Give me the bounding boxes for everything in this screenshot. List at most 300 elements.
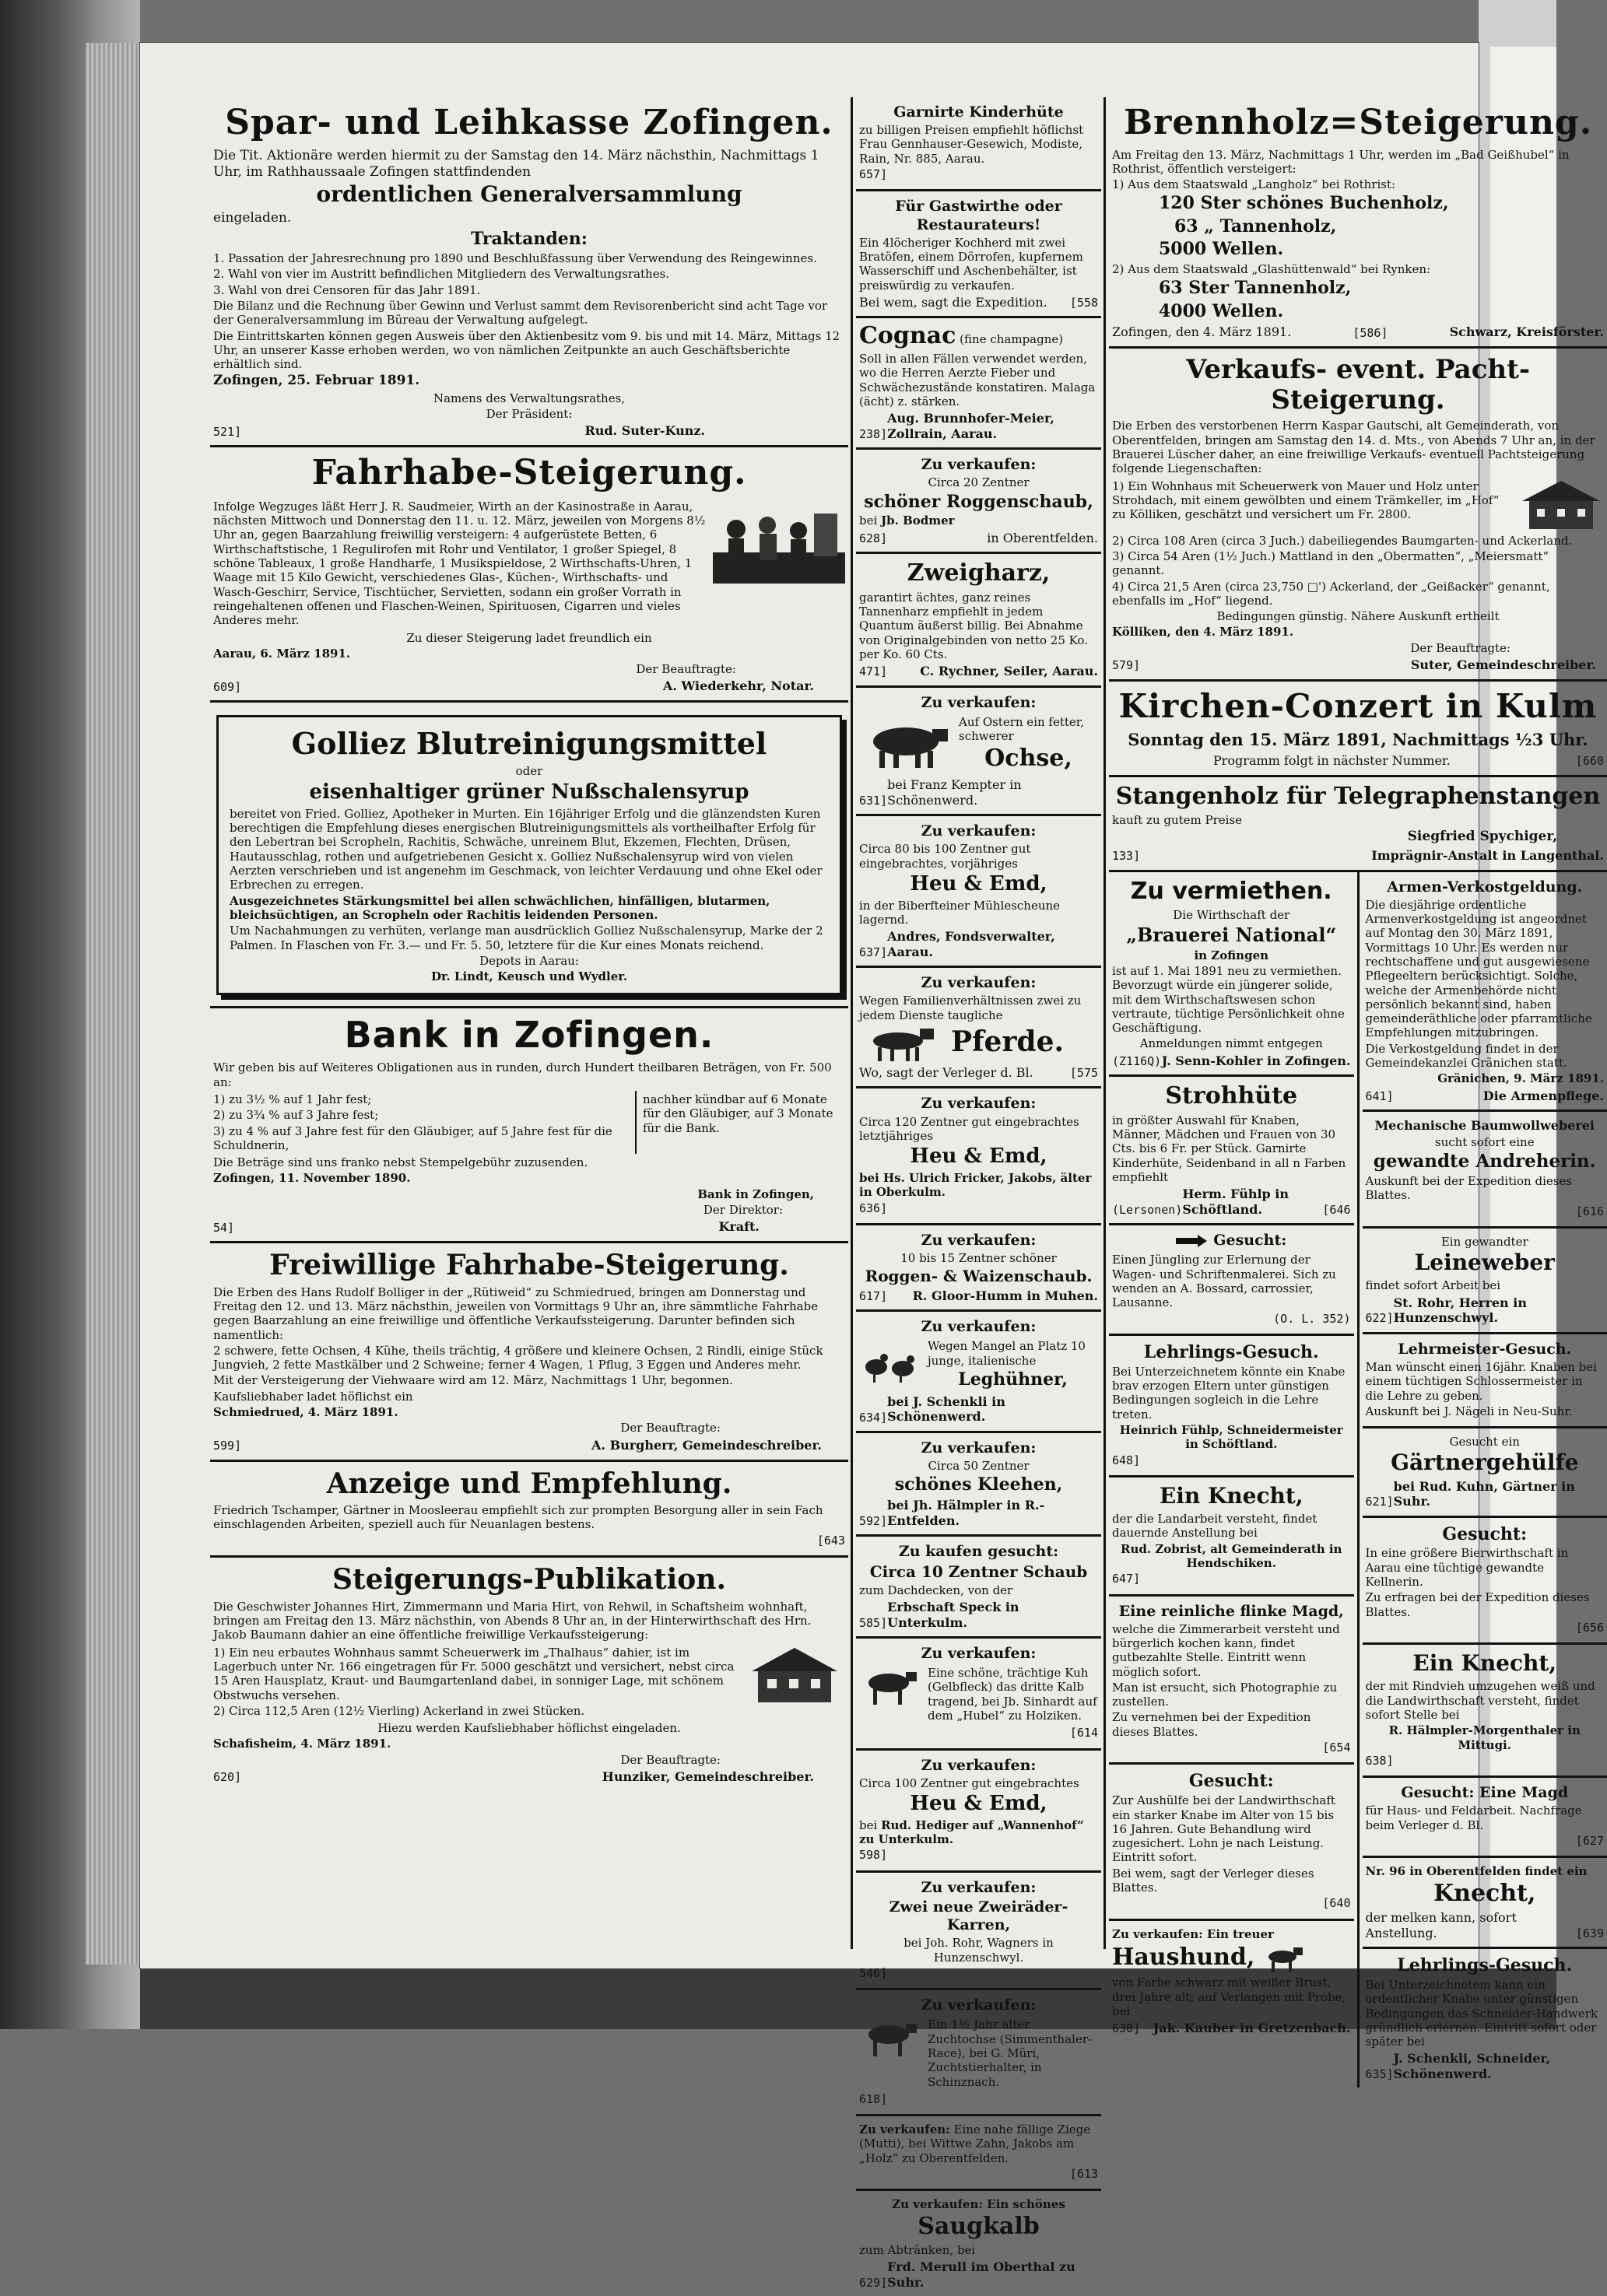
rate-item: 1) zu 3½ % auf 1 Jahr fest; (213, 1092, 635, 1106)
ad-number: [646 (1322, 1203, 1350, 1217)
ad-text: Zu vernehmen bei der Expedition dieses Blattes. (1112, 1710, 1351, 1739)
ad-kellnerin (1363, 1518, 1607, 1646)
ad-title: Zu verkaufen: (859, 694, 1098, 712)
ad-brennholz (1109, 97, 1607, 349)
cow-icon (859, 1664, 921, 1707)
ad-schaub (856, 1537, 1101, 1639)
ad-signature: bei Joh. Rohr, Wagners in Hunzenschwyl. (859, 1936, 1098, 1965)
ad-fahrhabe (210, 447, 848, 703)
ad-title: Zu verkaufen: (859, 1757, 1098, 1775)
ad-magd-1 (1109, 1597, 1354, 1765)
ad-text: Zu dieser Steigerung ladet freundlich ein (213, 631, 845, 645)
ad-publikation (210, 1558, 848, 1791)
ad-text: Circa 120 Zentner gut eingebrachtes letztjähriges (859, 1115, 1098, 1144)
ad-signature: St. Rohr, Herren in Hunzenschwyl. (1394, 1295, 1604, 1326)
ad-signature: A. Wiederkehr, Notar. (663, 678, 814, 694)
ad-text: in größter Auswahl für Knaben, Männer, Mädchen und Frauen von 30 Cts. bis 6 Fr. per Stück. Garnirte Kinderhüte, Seidenband in all n Farben empfiehlt (1112, 1113, 1351, 1184)
ad-date: Zofingen, 11. November 1890. (213, 1171, 845, 1185)
page-stack-edge (86, 43, 140, 1965)
ad-title: Fahrhabe-Steigerung. (213, 454, 845, 493)
ad-title: Ein gewandter (1366, 1235, 1605, 1249)
ad-text: garantirt ächtes, ganz reines Tannenharz empfiehlt in jedem Quantum äußerst billig. Bei Abnahme von Originalgebinden von netto 25 Ko. per Ko. 60 Cts. (859, 591, 1098, 661)
ad-text: Die Erben des Hans Rudolf Bolliger in der „Rütiweid“ zu Schmiedrued, bringen am Donnerstag und Freitag den 12. und 13. März nächsthin, jeweilen von Vormittags 9 Uhr an, ihre sämmtliche Fahrhabe gegen Baarzahlung an eine freiwillige und öffentliche Verkaufssteigerung. Darunter befinden sich namentlich: (213, 1285, 845, 1342)
ad-text: Am Freitag den 13. März, Nachmittags 1 Uhr, werden im „Bad Geißhubel“ in Rothrist, öffentlich versteigert: (1112, 148, 1604, 177)
ad-date: Kölliken, den 4. März 1891. (1112, 625, 1604, 639)
ad-number: 592] (859, 1514, 887, 1528)
ad-headline: Heu & Emd, (859, 1792, 1098, 1817)
ad-text: Die diesjährige ordentliche Armenverkostgeldung ist angeordnet auf Montag den 30. März 1891, Vormittags 10 Uhr. Es werden nur rechtschaffene und gut ausgewiesene Pflegeeltern berücksichtigt. Solche, welche der Armenbehörde nicht persönlich bekannt sind, haben gemeinderäthliche oder pfarramtliche Empfehlungen mitzubringen. (1366, 898, 1605, 1040)
ad-vermiethen (1109, 872, 1354, 1078)
ad-signature: Aug. Brunnhofer-Meier, Zollrain, Aarau. (887, 411, 1098, 441)
ad-title: Gesucht ein (1366, 1435, 1605, 1449)
ad-title: Zu verkaufen: (859, 1645, 1098, 1663)
ad-knecht-3 (1363, 1858, 1607, 1949)
ad-headline: gewandte Andreherin. (1366, 1151, 1605, 1173)
ad-headline: Leghühner, (928, 1369, 1098, 1390)
ad-signature: bei Rud. Kuhn, Gärtner in Suhr. (1394, 1479, 1604, 1509)
ad-code: (O. L. 352) (1112, 1312, 1351, 1326)
ad-text: Wegen Familienverhältnissen zwei zu jedem Dienste taugliche (859, 994, 1098, 1022)
ad-signature: Herm. Fühlp in Schöftland. (1182, 1187, 1322, 1217)
ad-headline: schönes Kleehen, (859, 1474, 1098, 1495)
ad-signature: J. Schenkli, Schneider, Schönenwerd. (1394, 2051, 1604, 2081)
ad-signature: J. Senn-Kohler in Zofingen. (1162, 1053, 1351, 1069)
ad-number: 599] (213, 1439, 241, 1453)
ad-text: Die Bilanz und die Rechnung über Gewinn und Verlust sammt dem Revisorenbericht sind acht Tage vor der Generalversammlung im Büreau der Verwaltung aufgelegt. (213, 299, 845, 328)
ad-saugkalb (856, 2191, 1101, 2296)
ad-text: welche die Zimmerarbeit versteht und bürgerlich kochen kann, findet gutbezahlte Stelle. Eintritt wenn möglich sofort. (1112, 1622, 1351, 1679)
ad-title: Lehrlings-Gesuch. (1112, 1342, 1351, 1363)
ad-text: ist auf 1. Mai 1891 neu zu vermiethen. Bevorzugt würde ein jüngerer solide, mit dem Wirthschaftswesen schon vertraute, tüchtige Persönlichkeit ohne Geschäftigung. (1112, 964, 1351, 1035)
ad-magd-2 (1363, 1778, 1607, 1858)
ad-text: Einen Jüngling zur Erlernung der Wagen- und Schriftenmalerei. Sich zu wenden an A. Bossard, carrossier, Lausanne. (1112, 1253, 1351, 1309)
ad-text: der melken kann, sofort Anstellung. (1366, 1910, 1576, 1940)
ad-headline: Roggen- & Waizenschaub. (859, 1267, 1098, 1285)
ad-text: für Haus- und Feldarbeit. Nachfrage beim Verleger d. Bl. (1366, 1803, 1605, 1832)
ad-freiwillige (210, 1243, 848, 1461)
ad-text: Die Beträge sind uns franko nebst Stempelgebühr zuzusenden. (213, 1155, 845, 1169)
ad-text: Auskunft bei der Expedition dieses Blattes. (1366, 1174, 1605, 1203)
ad-text: Soll in allen Fällen verwendet werden, wo die Herren Aerzte Fieber und Schwächezustände konstatiren. Malaga (ächt) z. stärken. (859, 352, 1098, 408)
ad-date: Zofingen, den 4. März 1891. (1112, 324, 1291, 340)
ad-signed-for: Namens des Verwaltungsrathes, (213, 391, 845, 405)
ad-title: Zu verkaufen: (859, 1996, 1098, 2014)
ad-signature: bei J. Schenkli in Schönenwerd. (887, 1394, 1098, 1425)
ad-text: Bei Unterzeichnetem kann ein ordentlicher Knabe unter günstigen Bedingungen das Schneider-Handwerk gründlich erlernen. Eintritt sofort oder später bei (1366, 1978, 1605, 2049)
ad-role: Der Beauftragte: (213, 1753, 721, 1767)
ad-text: 2) Aus dem Staatswald „Glashüttenwald“ bei Rynken: (1112, 262, 1604, 276)
ad-text: Circa 100 Zentner gut eingebrachtes (859, 1776, 1098, 1790)
ad-signature: Erbschaft Speck in Unterkulm. (887, 1600, 1098, 1630)
ad-kinderhuete (856, 97, 1101, 191)
ad-text: sucht sofort eine (1366, 1135, 1605, 1149)
ad-number: 471] (859, 664, 887, 678)
ad-title: Zweigharz, (859, 560, 1098, 587)
ad-text: 10 bis 15 Zentner schöner (859, 1251, 1098, 1265)
ad-signature: Kraft. (718, 1219, 760, 1235)
ad-title: Freiwillige Fahrhabe-Steigerung. (213, 1250, 845, 1281)
ad-text: bei (859, 1818, 877, 1832)
ad-text: zu billigen Preisen empfiehlt höflichst Frau Gennhauser-Gesewich, Modiste, Rain, Nr. 885, Aarau. (859, 123, 1098, 166)
ad-title: Stangenholz für Telegraphenstangen (1112, 783, 1604, 811)
ad-headline: Heu & Emd, (859, 1144, 1098, 1169)
ad-signature: Rud. Hediger auf „Wannenhof“ zu Unterkulm. (859, 1818, 1084, 1846)
ad-gaertner (1363, 1428, 1607, 1518)
ad-headline: Heu & Emd, (859, 872, 1098, 897)
chickens-icon (859, 1345, 921, 1384)
ad-lehrling-2 (1363, 1949, 1607, 2087)
ad-number: 657] (859, 167, 1098, 181)
ad-strohhuete (1109, 1077, 1354, 1225)
rate-item: 2) zu 3¾ % auf 3 Jahre fest; (213, 1108, 635, 1122)
ad-armen (1363, 872, 1607, 1113)
column-2 (856, 97, 1101, 1949)
ad-ziege (856, 2116, 1101, 2191)
ad-number: 620] (213, 1770, 241, 1785)
ad-number: [586] (1353, 326, 1388, 341)
rate-item: 3) zu 4 % auf 3 Jahre fest für den Gläubiger, auf 5 Jahre fest für die Schuldnerin, (213, 1124, 635, 1153)
ad-title: Ein Knecht, (1112, 1484, 1351, 1509)
ad-number: [627 (1366, 1834, 1605, 1848)
ad-stangenholz (1109, 777, 1607, 872)
ad-subtitle: Sonntag den 15. März 1891, Nachmittags ½3 Uhr. (1112, 730, 1604, 750)
ad-haushund (1109, 1921, 1354, 2042)
ad-number: [614 (859, 1726, 1098, 1740)
ad-text: Bei Unterzeichnetem könnte ein Knabe brav erzogen Eltern unter günstigen Bedingungen sogleich in die Lehre treten. (1112, 1365, 1351, 1421)
ad-role: Der Beauftragte: (1112, 641, 1511, 655)
ad-title: Zu verkaufen: (859, 974, 1098, 992)
ad-number: 617] (859, 1289, 887, 1303)
ad-text: 1) Aus dem Staatswald „Langholz“ bei Rothrist: (1112, 177, 1604, 191)
ad-text: bei (859, 514, 877, 528)
agenda-item: 3. Wahl von drei Censoren für das Jahr 1891. (213, 283, 845, 297)
lot-line: 4000 Wellen. (1159, 301, 1604, 323)
ad-verkaufs (1109, 349, 1607, 682)
ad-number: [654 (1112, 1740, 1351, 1754)
ad-number: 636] (859, 1201, 1098, 1215)
ad-signature: Schwarz, Kreisförster. (1450, 324, 1604, 340)
golliez-box (216, 715, 842, 995)
ad-roggen-waizen (856, 1225, 1101, 1312)
ad-text: Die Geschwister Johannes Hirt, Zimmermann und Maria Hirt, von Rehwil, in Schaftsheim wohnhaft, bringen am Freitag den 13. März nächsthin, von Abends 8 Uhr an, in der Hinterwirthschaft des Hrn. Jakob Baumann dahier an eine öffentliche freiwillige Verkaufssteigerung: (213, 1600, 845, 1642)
ad-number: [640 (1112, 1896, 1351, 1910)
ad-number: [643 (213, 1534, 845, 1548)
ad-title: Zu verkaufen: Ein treuer (1112, 1927, 1351, 1941)
ad-title: Golliez Blutreinigungsmittel (230, 727, 829, 761)
ad-signature: Jb. Bodmer (881, 514, 955, 528)
ad-number: 238] (859, 427, 887, 441)
ad-number: [639 (1576, 1926, 1604, 1940)
ad-firm: Bank in Zofingen, (213, 1187, 814, 1201)
ad-qualifier: (fine champagne) (960, 332, 1063, 346)
ad-title: Für Gastwirthe oder Restaurateurs! (859, 198, 1098, 233)
ad-number: [613 (859, 2167, 1098, 2181)
ad-text: Wegen Mangel an Platz 10 junge, italienische (928, 1339, 1098, 1368)
ad-role: Der Präsident: (213, 407, 845, 421)
agenda-item: 2. Wahl von vier im Austritt befindlichen Mitgliedern des Verwaltungsrathes. (213, 267, 845, 281)
ad-text: der mit Rindvieh umzugehen weiß und die Landwirthschaft versteht, findet sofort Stelle bei (1366, 1679, 1605, 1722)
ad-text: Die Tit. Aktionäre werden hiermit zu der Samstag den 14. März nächsthin, Nachmittags 1 Uhr, im Rathhaussaale Zofingen stattfindenden (213, 148, 845, 181)
ad-text: von Farbe schwarz mit weißer Brust, drei Jahre alt; auf Verlangen mit Probe, bei (1112, 1975, 1351, 2018)
subcolumn-left (1109, 872, 1360, 2088)
ad-karren (856, 1873, 1101, 1990)
column-3 (1109, 97, 1607, 1949)
ad-title: Nr. 96 in Oberentfelden findet ein (1366, 1864, 1605, 1878)
ad-signature: Hunziker, Gemeindeschreiber. (602, 1769, 814, 1785)
ad-title: Gesucht: Eine Magd (1366, 1784, 1605, 1802)
ad-text: Bedingungen günstig. Nähere Auskunft ertheilt (1112, 609, 1604, 623)
ad-text: 2 schwere, fette Ochsen, 4 Kühe, theils trächtig, 4 größere und kleinere Ochsen, 2 Rindli, einige Stück Jungvieh, 2 fette Mastkälber und 2 Schweine; ferner 4 Wagen, 1 Pflug, 3 Eggen und Anderes mehr. (213, 1344, 845, 1372)
ad-title: Zu verkaufen: (859, 456, 1098, 474)
ad-where: Bei wem, sagt die Expedition. (859, 295, 1047, 310)
ad-signature: bei Hs. Ulrich Fricker, Jakobs, älter in Oberkulm. (859, 1171, 1098, 1200)
ad-title: Armen-Verkostgeldung. (1366, 878, 1605, 896)
ad-text: Hiezu werden Kaufsliebhaber höflichst eingeladen. (213, 1721, 845, 1735)
ad-text: Man ist ersucht, sich Photographie zu zustellen. (1112, 1681, 1351, 1709)
ad-number: 648] (1112, 1453, 1351, 1467)
ad-title: Lehrlings-Gesuch. (1366, 1955, 1605, 1976)
ad-leineweber (1363, 1229, 1607, 1334)
ad-lehrling (1109, 1336, 1354, 1478)
ad-text: Auf Ostern ein fetter, schwerer (959, 715, 1098, 744)
ad-text: Die Eintrittskarten können gegen Ausweis über den Aktienbesitz vom 9. bis und mit 14. März, Mittags 12 Uhr, an unserer Kasse erhoben werden, wo von nämlichen Zeitpunkte an auch Geschäftsberichte erhältlich sind. (213, 329, 845, 372)
ad-number: [660 (1576, 754, 1604, 769)
property-item: 1) Ein Wohnhaus mit Scheuerwerk von Mauer und Holz unter Strohdach, mit einem gewölbten und einem Trämkeller, im „Hof“ zu Kölliken, geschätzt und versichert um Fr. 2800. (1112, 479, 1512, 522)
ad-headline: Pferde. (951, 1026, 1064, 1058)
ad-headline: „Brauerei National“ (1112, 924, 1351, 946)
ad-title: Cognac (859, 322, 956, 349)
ad-text: Wir geben bis auf Weiteres Obligationen aus in runden, durch Hundert theilbaren Beträgen, von Fr. 500 an: (213, 1060, 845, 1089)
ad-signature: Suter, Gemeindeschreiber. (1411, 657, 1596, 673)
ad-text: Zur Aushülfe bei der Landwirthschaft ein starker Knabe im Alter von 15 bis 16 Jahren. Gute Behandlung wird zugesichert. Lohn je nach Leistung. Eintritt sofort. (1112, 1793, 1351, 1864)
ad-text: eingeladen. (213, 210, 845, 226)
ad-text: Zu erfragen bei der Expedition dieses Blattes. (1366, 1590, 1605, 1619)
lot-line: 63 Ster Tannenholz, (1159, 278, 1604, 300)
ad-signature: R. Gloor-Humm in Muhen. (913, 1288, 1098, 1304)
ad-number: 133] (1112, 849, 1140, 864)
ad-text: Circa 20 Zentner (859, 475, 1098, 489)
ad-text: Um Nachahmungen zu verhüten, verlange man ausdrücklich Golliez Nußschalensyrup, Marke der 2 Palmen. In Flaschen von Fr. 3.— und Fr. 5. 50, letztere für die Kur eines Monats reichend. (230, 924, 829, 952)
ad-kuh (856, 1639, 1101, 1751)
ad-kochherd (856, 191, 1101, 318)
ad-number: 598] (859, 1848, 1098, 1862)
ad-text: Anmeldungen nimmt entgegen (1112, 1036, 1351, 1050)
ad-role: Der Beauftragte: (213, 1421, 721, 1435)
lot-line: 5000 Wellen. (1159, 239, 1604, 261)
ad-title: Steigerungs-Publikation. (213, 1564, 845, 1596)
ad-signature: Frd. Merull im Oberthal zu Suhr. (887, 2259, 1098, 2290)
ad-number: [575 (1070, 1066, 1098, 1080)
ad-title: Lehrmeister-Gesuch. (1366, 1341, 1605, 1358)
ad-place: in Zofingen (1112, 948, 1351, 962)
ad-title: Brennholz=Steigerung. (1112, 103, 1604, 143)
ad-andreherin (1363, 1112, 1607, 1229)
ad-number: 637] (859, 945, 887, 959)
ad-konzert (1109, 682, 1607, 777)
ad-title: Zu verkaufen: (859, 1879, 1098, 1897)
ad-date: Aarau, 6. März 1891. (213, 647, 845, 661)
ad-heu-3 (856, 1751, 1101, 1873)
ad-signature: Jak. Kauber in Gretzenbach. (1153, 2021, 1351, 2036)
ad-leghuehner (856, 1312, 1101, 1433)
ad-golliez (210, 703, 848, 1008)
ad-headline: Leineweber (1366, 1250, 1605, 1275)
ad-kleehen (856, 1433, 1101, 1537)
ad-headline: Zwei neue Zweiräder-Karren, (859, 1898, 1098, 1934)
ad-date: Schmiedrued, 4. März 1891. (213, 1405, 845, 1419)
column-1 (210, 97, 848, 1949)
ad-signature: C. Rychner, Seiler, Aarau. (920, 664, 1098, 679)
ad-text: Man wünscht einen 16jähr. Knaben bei einem tüchtigen Schlossermeister in die Lehre zu geben. (1366, 1360, 1605, 1403)
ad-knecht-1 (1109, 1478, 1354, 1597)
ad-headline: Haushund, (1112, 1944, 1254, 1972)
ad-signature: Rud. Suter-Kunz. (584, 423, 705, 439)
column-rule (851, 97, 853, 1949)
ad-title: Gesucht: (1112, 1771, 1351, 1792)
house-icon (744, 1644, 845, 1706)
ad-title: Gesucht: (1213, 1232, 1286, 1250)
ad-number: [616 (1366, 1204, 1605, 1218)
ad-title: Zu verkaufen: (859, 1439, 1098, 1457)
ad-heu-2 (856, 1088, 1101, 1225)
ad-date: Schafisheim, 4. März 1891. (213, 1737, 845, 1751)
ad-title: Zu verkaufen: (859, 822, 1098, 840)
ad-number: 622] (1366, 1311, 1394, 1325)
ad-title: Anzeige und Empfehlung. (213, 1468, 845, 1500)
ad-bank (210, 1008, 848, 1243)
ad-subtitle: eisenhaltiger grüner Nußschalensyrup (230, 780, 829, 805)
ad-text: kauft zu gutem Preise (1112, 813, 1604, 827)
property-item: 2) Circa 112,5 Aren (12½ Vierling) Ackerland in zwei Stücken. (213, 1704, 738, 1718)
ad-text: Circa 80 bis 100 Zentner gut eingebrachtes, vorjähriges (859, 842, 1098, 871)
subcolumn-right (1360, 872, 1607, 2088)
ad-title: Zu verkaufen: (859, 1095, 1098, 1113)
ad-signature: Die Armenpflege. (1483, 1088, 1604, 1104)
ad-text: Ausgezeichnetes Stärkungsmittel bei allen schwächlichen, hinfälligen, blutarmen, bleichsüchtigen, an Scropheln oder Rachitis leidenden Personen. (230, 894, 829, 923)
ad-number: 647] (1112, 1572, 1351, 1586)
ad-title: Kirchen-Conzert in Kulm (1112, 688, 1604, 725)
ad-text: Eine schöne, trächtige Kuh (Gelbfleck) das dritte Kalb tragend, bei Jb. Sinhardt auf dem „Hubel“ zu Holziken. (928, 1666, 1098, 1723)
lot-line: 120 Ster schönes Buchenholz, (1159, 193, 1604, 215)
ox-icon (859, 717, 953, 771)
ad-number: [558 (1070, 296, 1098, 310)
ad-number: 628] (859, 531, 887, 545)
ad-text: findet sofort Arbeit bei (1366, 1278, 1605, 1292)
ad-text: Auskunft bei J. Nägeli in Neu-Suhr. (1366, 1404, 1605, 1418)
ad-number: 638] (1366, 1754, 1605, 1768)
ad-headline: Ochse, (959, 745, 1098, 773)
dog-icon (1261, 1943, 1307, 1974)
newspaper-page (140, 43, 1479, 1968)
ad-signature: bei Jh. Hälmpler in R.-Entfelden. (887, 1498, 1098, 1528)
ad-ochse (856, 688, 1101, 816)
ad-title: Bank in Zofingen. (213, 1015, 845, 1056)
ad-text: Die Verkostgeldung findet in der Gemeindekanzlei Gränichen statt. (1366, 1042, 1605, 1071)
pointing-hand-icon (1176, 1235, 1207, 1247)
ad-title: Eine reinliche flinke Magd, (1112, 1603, 1351, 1621)
ad-text: Infolge Wegzuges läßt Herr J. R. Saudmeier, Wirth an der Kasinostraße in Aarau, nächsten Mittwoch und Donnerstag den 11. u. 12. März, jeweilen von Morgens 8½ Uhr an, gegen Baarzahlung freiwillig versteigern: 4 aufgerüstete Betten, 6 Wirthschaftstische, 1 Regulirofen mit Rohr und Ventilator, 1 großer Spiegel, 8 schöne Tableaux, 1 große Handharfe, 1 Musikspieldose, 2 Wirthschafts-Uhren, 1 Waage mit 15 Kilo Gewicht, verschiedenes Glas-, Küchen-, Wirthschafts- und Wasch-Geschirr, Service, Tischtücher, Servietten, sodann ein großer Vorrath in reingehaltenen offenen und Flaschen-Weinen, Spirituosen, Cigarren und vieles Anderes mehr. (213, 500, 707, 628)
ad-zuchtochse (856, 1990, 1101, 2116)
ad-number: 630] (1112, 2021, 1140, 2035)
ad-signature: bei Franz Kempter in Schönenwerd. (887, 777, 1098, 808)
ad-where: Bei wem, sagt der Verleger dieses Blattes. (1112, 1867, 1351, 1895)
ad-date: Gränichen, 9. März 1891. (1366, 1071, 1605, 1085)
ad-number: 631] (859, 794, 887, 808)
ad-headline: Knecht, (1366, 1881, 1605, 1908)
ad-title: Zu vermiethen. (1112, 878, 1351, 906)
ad-text: In eine größere Bierwirthschaft in Aarau eine tüchtige gewandte Kellnerin. (1366, 1546, 1605, 1589)
ad-title: Zu verkaufen: (859, 2122, 950, 2137)
ad-juengling (1109, 1225, 1354, 1336)
column-rule (1103, 97, 1106, 1949)
ad-number: 579] (1112, 658, 1140, 673)
ad-text: bereitet von Fried. Golliez, Apotheker in Murten. Ein 16jähriger Erfolg und die glänzendsten Kuren berechtigen die Empfehlung dieses energischen Blutreinigungsmittels als vortheilhafter Erfolg für den Lebertran bei Scropheln, Rachitis, Schwäche, unreinem Blut, Ekzemen, Flechten, Drüsen, Hautausschlag, rothen und aufgetriebenen Gesicht x. Golliez Nußschalensyrup wird von vielen Aerzten verschrieben und ist angenehm im Geschmack, von leichter Verdauung und ohne Ekel oder Erbrechen zu erregen. (230, 807, 829, 892)
ad-text: Kaufsliebhaber ladet höflichst ein (213, 1390, 845, 1404)
ad-role: Der Direktor: (213, 1203, 783, 1217)
ad-text: zum Dachdecken, von der (859, 1583, 1098, 1597)
ad-heu-1 (856, 816, 1101, 968)
ad-text: Eine nahe fällige Ziege (Mutti), bei Wittwe Zahn, Jakobs am „Holz“ zu Oberentfelden. (859, 2122, 1090, 2165)
ad-headline: schöner Roggenschaub, (859, 492, 1098, 513)
ad-signature: Siegfried Spychiger, (1112, 829, 1557, 845)
ad-title: Zu verkaufen: (859, 1232, 1098, 1250)
ad-number: 585] (859, 1616, 887, 1630)
ad-cognac (856, 318, 1101, 450)
ad-text: Circa 50 Zentner (859, 1459, 1098, 1473)
ad-place: Imprägnir-Anstalt in Langenthal. (1371, 848, 1604, 864)
ad-number: 521] (213, 425, 241, 440)
property-item: 4) Circa 21,5 Aren (circa 23,750 □') Ackerland, der „Geißacker“ genannt, ebenfalls im „Hof“ liegend. (1112, 580, 1604, 608)
ad-title: Zu verkaufen: (859, 1318, 1098, 1336)
ad-number: 618] (859, 2092, 1098, 2106)
ad-number: 629] (859, 2276, 887, 2290)
ad-role: Der Beauftragte: (213, 662, 736, 676)
ad-date: Zofingen, 25. Februar 1891. (213, 373, 845, 389)
ad-text: in der Biberfteiner Mühlescheune lagernd. (859, 899, 1098, 927)
ad-knecht-2 (1363, 1645, 1607, 1778)
ad-number: 546] (859, 1966, 1098, 1980)
ad-number: 609] (213, 680, 241, 695)
ad-headline: Saugkalb (859, 2214, 1098, 2241)
ad-title: Mechanische Baumwollweberei (1366, 1118, 1605, 1134)
ad-number: 54] (213, 1221, 234, 1236)
horses-icon (859, 1024, 945, 1063)
ad-title: Strohhüte (1112, 1083, 1351, 1110)
ad-gesucht-knabe (1109, 1765, 1354, 1920)
ad-title: Zu verkaufen: Ein schönes (859, 2197, 1098, 2211)
ad-title: Zu kaufen gesucht: (859, 1543, 1098, 1561)
ad-headline: Gärtnergehülfe (1366, 1450, 1605, 1475)
ad-signature: Andres, Fondsverwalter, Aarau. (887, 929, 1098, 959)
ad-title: Spar- und Leihkasse Zofingen. (213, 103, 845, 143)
ad-code: (Z116Q) (1112, 1054, 1161, 1068)
ad-signature: Heinrich Fühlp, Schneidermeister in Schöftland. (1112, 1423, 1351, 1452)
ad-text: Die Wirthschaft der (1112, 908, 1351, 922)
property-item: 3) Circa 54 Aren (1½ Juch.) Mattland in den „Obermatten“, „Meiersmatt“ genannt. (1112, 549, 1604, 578)
auction-scene-icon (713, 498, 845, 584)
ad-where: Wo, sagt der Verleger d. Bl. (859, 1065, 1033, 1081)
ad-number: 635] (1366, 2067, 1394, 2081)
ad-zweigharz (856, 554, 1101, 688)
ad-number: [656 (1366, 1621, 1605, 1635)
ad-text: nachher kündbar auf 6 Monate für den Gläubiger, auf 3 Monate für die Bank. (643, 1092, 845, 1135)
ad-pferde (856, 968, 1101, 1088)
ad-text: Mit der Versteigerung der Viehwaare wird am 12. März, Nachmittags 1 Uhr, begonnen. (213, 1373, 845, 1387)
ad-text: Ein 4löcheriger Kochherd mit zwei Bratöfen, einem Dörrofen, kupfernem Wasserschiff und Aschenbehälter, ist preiswürdig zu verkaufen. (859, 236, 1098, 293)
property-item: 2) Circa 108 Aren (circa 3 Juch.) dabeiliegendes Baumgarten- und Ackerland. (1112, 534, 1604, 548)
ad-signature: R. Hälmpler-Morgenthaler in Mittugi. (1366, 1723, 1605, 1752)
ad-signature: Rud. Zobrist, alt Gemeinderath in Hendschiken. (1112, 1542, 1351, 1571)
